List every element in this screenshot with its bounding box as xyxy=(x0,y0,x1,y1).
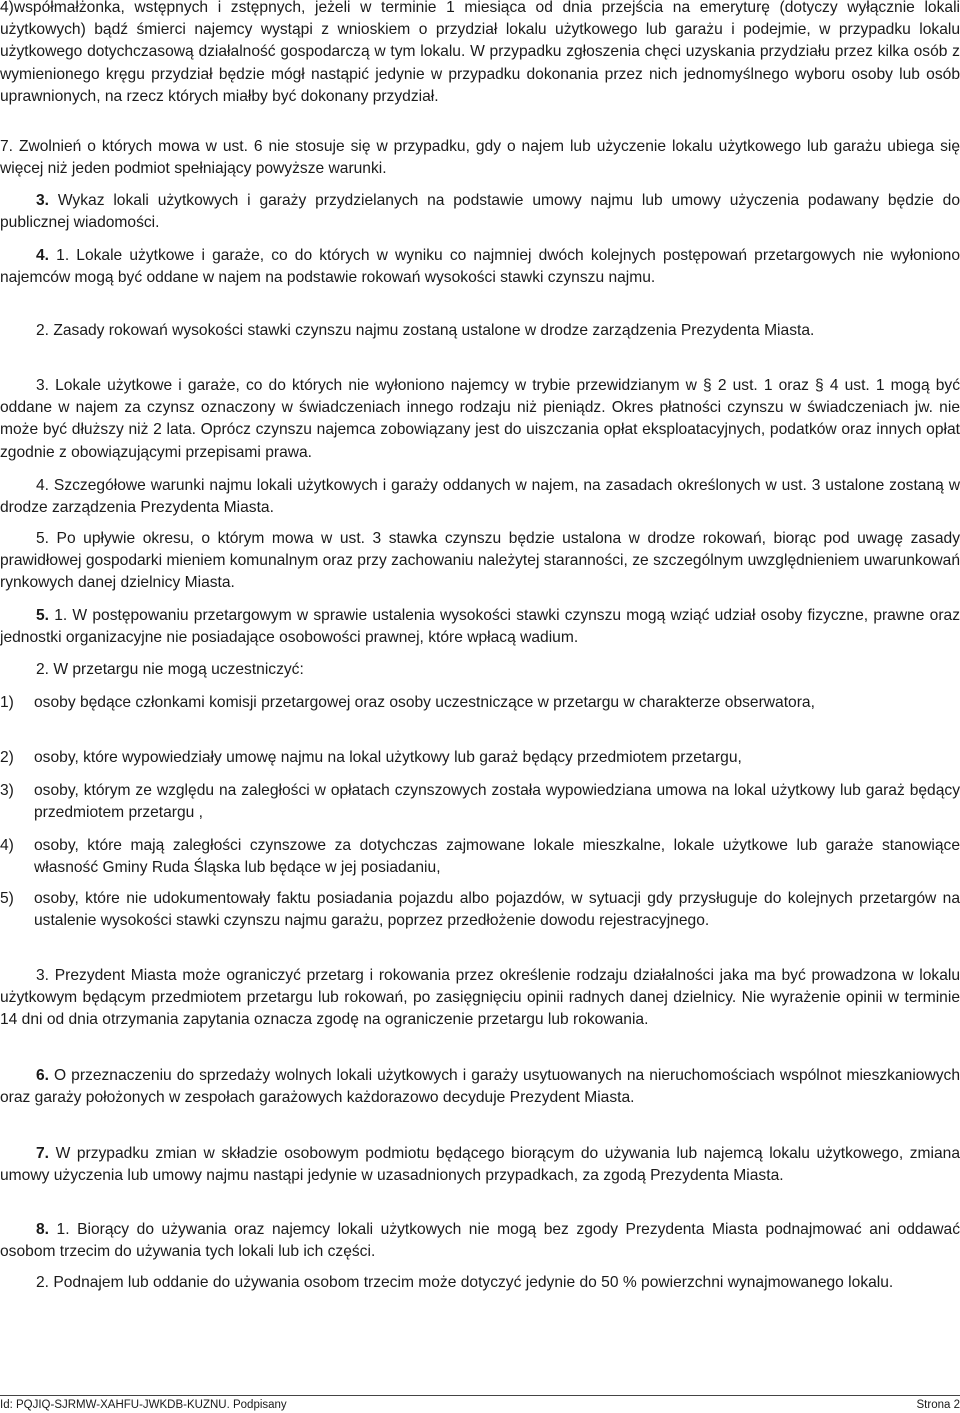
section-text: W przypadku zmian w składzie osobowym podmiotu będącego biorącym do używania lub najemcą lokalu użytkowego, zmiana umowy użyczenia lub umowy najmu nastąpi jedynie w uzasadnionych przypadkach, za zgodą Prezydenta Miasta. xyxy=(0,1145,960,1185)
section-text: Wykaz lokali użytkowych i garaży przydzielanych na podstawie umowy najmu lub umowy użyczenia podawany będzie do publicznej wiadomości. xyxy=(0,192,960,232)
list-text: osoby będące członkami komisji przetargowej oraz osoby uczestniczące w przetargu w charakterze obserwatora, xyxy=(34,694,815,711)
section-text: 1. Biorący do używania oraz najemcy lokali użytkowych nie mogą bez zgody Prezydenta Miasta podnajmować ani oddawać osobom trzecim do używania tych lokali lub ich części. xyxy=(0,1221,960,1261)
section-3 xyxy=(0,190,960,234)
section-number: 6. xyxy=(36,1067,50,1084)
section-4-item-1 xyxy=(0,245,960,289)
list-item xyxy=(0,835,960,879)
paragraph-7: 7. Zwolnień o których mowa w ust. 6 nie stosuje się w przypadku, gdy o najem lub użyczenie lokalu użytkowego lub garażu ubiega się więcej niż jeden podmiot spełniający powyższe warunki. xyxy=(0,138,960,178)
list-item xyxy=(0,747,960,769)
list-number: 4) xyxy=(0,837,14,854)
document-id: Id: PQJIQ-SJRMW-XAHFU-JWKDB-KUZNU. Podpisany xyxy=(0,1399,287,1411)
section-text: 1. Lokale użytkowe i garaże, co do których w wyniku co najmniej dwóch kolejnych postępowań przetargowych nie wyłoniono najemców mogą być oddane w najem na podstawie rokowań wysokości stawki czynszu najmu. xyxy=(0,247,960,287)
section-6 xyxy=(0,1065,960,1109)
list-number: 1) xyxy=(0,694,14,711)
list-number: 3) xyxy=(0,782,14,799)
section-text: O przeznaczeniu do sprzedaży wolnych lokali użytkowych i garaży usytuowanych na nieruchomościach wspólnot mieszkaniowych oraz garaży położonych w zespołach garażowych każdorazowo decyduje Prezydent Miasta. xyxy=(0,1067,960,1107)
section-4-item-4: 4. Szczegółowe warunki najmu lokali użytkowych i garaży oddanych w najem, na zasadach określonych w ust. 3 ustalone zostaną w drodze zarządzenia Prezydenta Miasta. xyxy=(0,477,960,517)
list-number: 5) xyxy=(0,890,14,907)
section-text: 1. W postępowaniu przetargowym w sprawie ustalenia wysokości stawki czynszu mogą wziąć udział osoby fizyczne, prawne oraz jednostki organizacyjne nie posiadające osobowości prawnej, które wpłacą wadium. xyxy=(0,607,960,647)
paragraph-item-4 xyxy=(0,0,960,108)
paragraph-text: W przypadku zgłoszenia chęci uzyskania przydziału przez kilka osób z wymienionego kręgu przydział będzie mógł nastąpić jedynie w przypadku dokonania przez nich jednomyślnego wyboru osoby lub osób uprawnionych, na rzecz których miałby być dokonany przydział. xyxy=(0,43,960,105)
page-number: Strona 2 xyxy=(916,1399,960,1411)
list-text: osoby, którym ze względu na zaległości w opłatach czynszowych została wypowiedziana umowa na lokal użytkowy lub garaż będący przedmiotem przetargu , xyxy=(34,782,960,822)
section-4-item-5: 5. Po upływie okresu, o którym mowa w ust. 3 stawka czynszu będzie ustalona w drodze rokowań, biorąc pod uwagę zasady prawidłowej gospodarki mieniem komunalnym oraz przy zachowaniu należytej staranności, ze szczególnym uwzględnieniem uwarunkowań rynkowych danej dzielnicy Miasta. xyxy=(0,530,960,592)
section-4-item-3: 3. Lokale użytkowe i garaże, co do których nie wyłoniono najemcy w trybie przewidzianym w § 2 ust. 1 oraz § 4 ust. 1 mogą być oddane w najem za czynsz oznaczony w świadczeniach innego rodzaju niż pieniądz. Okres płatności czynszu w świadczeniach jw. nie może być dłuższy niż 2 lata. Oprócz czynszu najemca zobowiązany jest do uiszczania opłat eksploatacyjnych, podatków oraz innych opłat zgodnie z obowiązującymi przepisami prawa. xyxy=(0,377,960,461)
section-8-item-2: 2. Podnajem lub oddanie do używania osobom trzecim może dotyczyć jedynie do 50 % powierzchni wynajmowanego lokalu. xyxy=(36,1274,894,1291)
section-number: 5. xyxy=(36,607,50,624)
section-5-item-1 xyxy=(0,605,960,649)
list-item xyxy=(0,780,960,824)
section-5-item-2: 2. W przetargu nie mogą uczestniczyć: xyxy=(36,661,304,678)
section-7 xyxy=(0,1143,960,1187)
section-number: 3. xyxy=(36,192,50,209)
list-item xyxy=(0,692,960,714)
list-number: 2) xyxy=(0,749,14,766)
section-4-item-2: 2. Zasady rokowań wysokości stawki czynszu najmu zostaną ustalone w drodze zarządzenia Prezydenta Miasta. xyxy=(36,322,815,339)
paragraph-text: 4)współmałżonka, wstępnych i zstępnych, jeżeli w terminie 1 miesiąca od dnia przejścia na emeryturę (dotyczy wyłącznie lokali użytkowych) bądź śmierci najemcy wystąpi z wnioskiem o przydział lokalu użytkowego lub garażu i podejmie, w przypadku lokalu użytkowego dotychczasową działalność gospodarczą w tym lokalu. xyxy=(0,0,960,61)
section-number: 7. xyxy=(36,1145,50,1162)
section-number: 4. xyxy=(36,247,50,264)
list-text: osoby, które mają zaległości czynszowe za dotychczas zajmowane lokale mieszkalne, lokale użytkowe lub garaże stanowiące własność Gminy Ruda Śląska lub będące w jej posiadaniu, xyxy=(34,837,960,877)
section-5-item-3: 3. Prezydent Miasta może ograniczyć przetarg i rokowania przez określenie rodzaju działalności jaka ma być prowadzona w lokalu użytkowym będącym przedmiotem przetargu lub rokowań, po zasięgnięciu opinii radnych danej dzielnicy. Nie wyrażenie opinii w terminie 14 dni od dnia otrzymania zapytania oznacza zgodę na ograniczenie przetargu lub rokowania. xyxy=(0,967,960,1029)
section-8-item-1 xyxy=(0,1219,960,1263)
list-text: osoby, które nie udokumentowały faktu posiadania pojazdu albo pojazdów, w sytuacji gdy przysługuje do kolejnych przetargów na ustalenie wysokości stawki czynszu najmu garażu, poprzez przedłożenie dowodu rejestracyjnego. xyxy=(34,890,960,930)
page-footer xyxy=(0,1395,960,1412)
list-item xyxy=(0,888,960,932)
list-text: osoby, które wypowiedziały umowę najmu na lokal użytkowy lub garaż będący przedmiotem przetargu, xyxy=(34,749,742,766)
section-number: 8. xyxy=(36,1221,50,1238)
